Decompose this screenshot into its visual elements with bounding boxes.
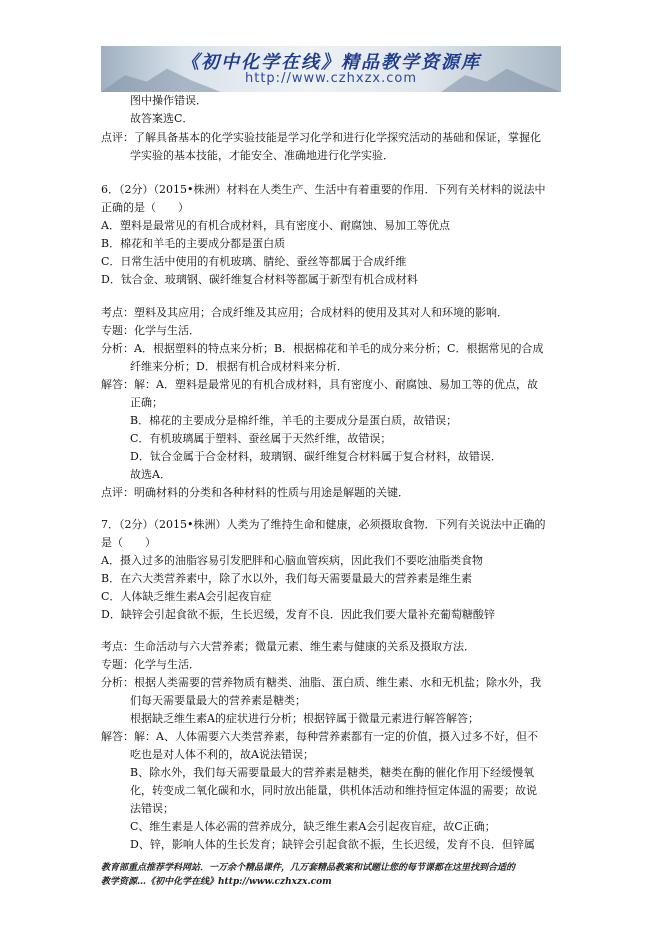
jieda: 吃也是对人体不利的，故A说法错误； [130,748,314,761]
question-6-stem: 正确的是（ ） [101,201,189,214]
jieda: 故选A． [130,468,171,481]
question-6-option-b: B．棉花和羊毛的主要成分都是蛋白质 [101,237,286,250]
fenxi: 们每天需要量最大的营养素是糖类； [130,694,306,707]
dianping: 点评：明确材料的分类和各种材料的性质与用途是解题的关键． [101,486,409,499]
jieda: B．棉花的主要成分是棉纤维，羊毛的主要成分是蛋白质，故错误； [130,414,458,427]
question-7-option-b: B．在六大类营养素中，除了水以外，我们每天需要量最大的营养素是维生素 [101,572,473,585]
jieda: 解答：解：A．塑料是最常见的有机合成材料，具有密度小、耐腐蚀、易加工等的优点，故 [101,378,538,391]
jieda: B、除水外，我们每天需要量最大的营养素是糖类，糖类在酶的催化作用下经缓慢氧 [130,766,535,779]
question-7-option-a: A．摄入过多的油脂容易引发肥胖和心脑血管疾病，因此我们不要吃油脂类食物 [101,554,483,567]
jieda: C、维生素是人体必需的营养成分，缺乏维生素A会引起夜盲症，故C正确； [130,820,496,833]
question-7-stem: 是（ ） [101,536,156,549]
text-line: 学实验的基本技能，才能安全、准确地进行化学实验． [130,149,394,162]
kaodian: 考点：塑料及其应用；合成纤维及其应用；合成材料的使用及其对人和环境的影响． [101,306,508,319]
fenxi: 分析：根据人类需要的营养物质有糖类、油脂、蛋白质、维生素、水和无机盐；除水外，我 [101,676,541,689]
footer-line: 教育部重点推荐学科网站．一万余个精品课件，几万套精品教案和试题让您的每节课都在这里找到合适的 [101,863,516,873]
kaodian: 考点：生命活动与六大营养素；微量元素、维生素与健康的关系及摄取方法． [101,640,475,653]
footer-line: 教学资源…《初中化学在线》http://www.czhxzx.com [101,877,332,887]
banner-url[interactable]: http://www.czhxzx.com [245,71,417,86]
jieda: D、锌，影响人体的生长发育；缺锌会引起食欲不振，生长迟缓，发育不良．但锌属 [130,838,535,851]
jieda: 法错误； [130,802,174,815]
question-7-stem: 7．（2分）（2015•株洲）人类为了维持生命和健康，必须摄取食物．下列有关说法中正确的 [101,518,546,531]
jieda: 正确； [130,396,163,409]
zhuanti: 专题：化学与生活． [101,324,200,337]
fenxi: 分析：A．根据塑料的特点来分析；B．根据棉花和羊毛的成分来分析；C．根据常见的合成 [101,342,544,355]
banner-title: 《初中化学在线》精品教学资源库 [181,52,481,73]
text-line: 故答案选C． [130,112,194,125]
question-7-option-d: D．缺锌会引起食欲不振，生长迟缓，发育不良．因此我们要大量补充葡萄糖酸锌 [101,608,495,621]
question-6-option-c: C．日常生活中使用的有机玻璃、腈纶、蚕丝等都属于合成纤维 [101,255,407,268]
question-6-option-d: D．钛合金、玻璃钢、碳纤维复合材料等都属于新型有机合成材料 [101,273,418,286]
question-6-option-a: A．塑料是最常见的有机合成材料，具有密度小、耐腐蚀、易加工等优点 [101,219,450,232]
jieda: C．有机玻璃属于塑料、蚕丝属于天然纤维，故错误； [130,432,392,445]
question-7-option-c: C．人体缺乏维生素A会引起夜盲症 [101,590,272,603]
header-banner [101,46,561,92]
fenxi: 纤维来分析；D．根据有机合成材料来分析． [130,360,348,373]
jieda: 解答：解：A、人体需要六大类营养素，每种营养素都有一定的价值，摄入过多不好，但不 [101,730,538,743]
zhuanti: 专题：化学与生活． [101,658,200,671]
text-line: 点评：了解具备基本的化学实验技能是学习化学和进行化学探究活动的基础和保证，掌握化 [101,131,541,144]
fenxi: 根据缺乏维生素A的症状进行分析；根据锌属于微量元素进行解答解答； [130,712,479,725]
jieda: D．钛合金属于合金材料，玻璃钢、碳纤维复合材料属于复合材料，故错误． [130,450,502,463]
question-6-stem: 6．（2分）（2015•株洲）材料在人类生产、生活中有着重要的作用．下列有关材料的说法中 [101,183,546,196]
text-line: 图中操作错误． [130,94,207,107]
jieda: 化，转变成二氧化碳和水，同时放出能量，供机体活动和维持恒定体温的需要；故说 [130,784,537,797]
